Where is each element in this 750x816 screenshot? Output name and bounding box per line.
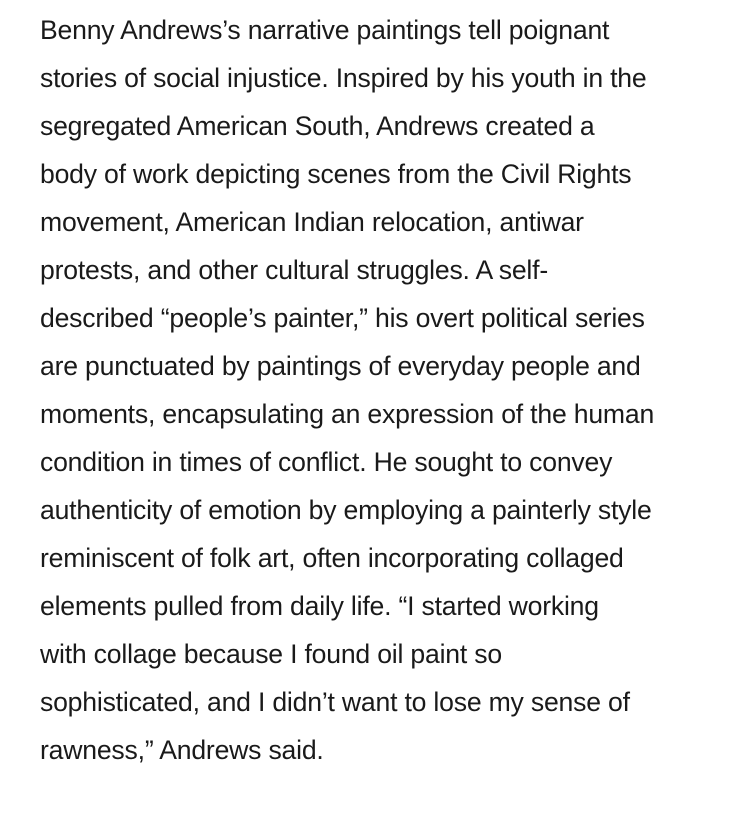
paragraph-line-6: protests, and other cultural struggles. A self- bbox=[40, 255, 548, 285]
paragraph-line-9: moments, encapsulating an expression of the human bbox=[40, 399, 655, 429]
paragraph-line-8: are punctuated by paintings of everyday people and bbox=[40, 351, 641, 381]
paragraph-line-4: body of work depicting scenes from the Civil Rights bbox=[40, 159, 632, 189]
paragraph-line-12: reminiscent of folk art, often incorporating collaged bbox=[40, 543, 624, 573]
paragraph-line-13: elements pulled from daily life. “I started working bbox=[40, 591, 599, 621]
paragraph-line-10: condition in times of conflict. He sought to convey bbox=[40, 447, 613, 477]
paragraph-line-1: Benny Andrews’s narrative paintings tell poignant bbox=[40, 15, 610, 45]
paragraph-line-11: authenticity of emotion by employing a painterly style bbox=[40, 495, 652, 525]
paragraph-line-3: segregated American South, Andrews created a bbox=[40, 111, 595, 141]
article-paragraph bbox=[40, 6, 740, 774]
paragraph-line-2: stories of social injustice. Inspired by his youth in the bbox=[40, 63, 647, 93]
paragraph-line-5: movement, American Indian relocation, antiwar bbox=[40, 207, 584, 237]
paragraph-line-7: described “people’s painter,” his overt political series bbox=[40, 303, 645, 333]
paragraph-line-16: rawness,” Andrews said. bbox=[40, 735, 324, 765]
paragraph-line-15: sophisticated, and I didn’t want to lose my sense of bbox=[40, 687, 630, 717]
paragraph-line-14: with collage because I found oil paint so bbox=[40, 639, 502, 669]
